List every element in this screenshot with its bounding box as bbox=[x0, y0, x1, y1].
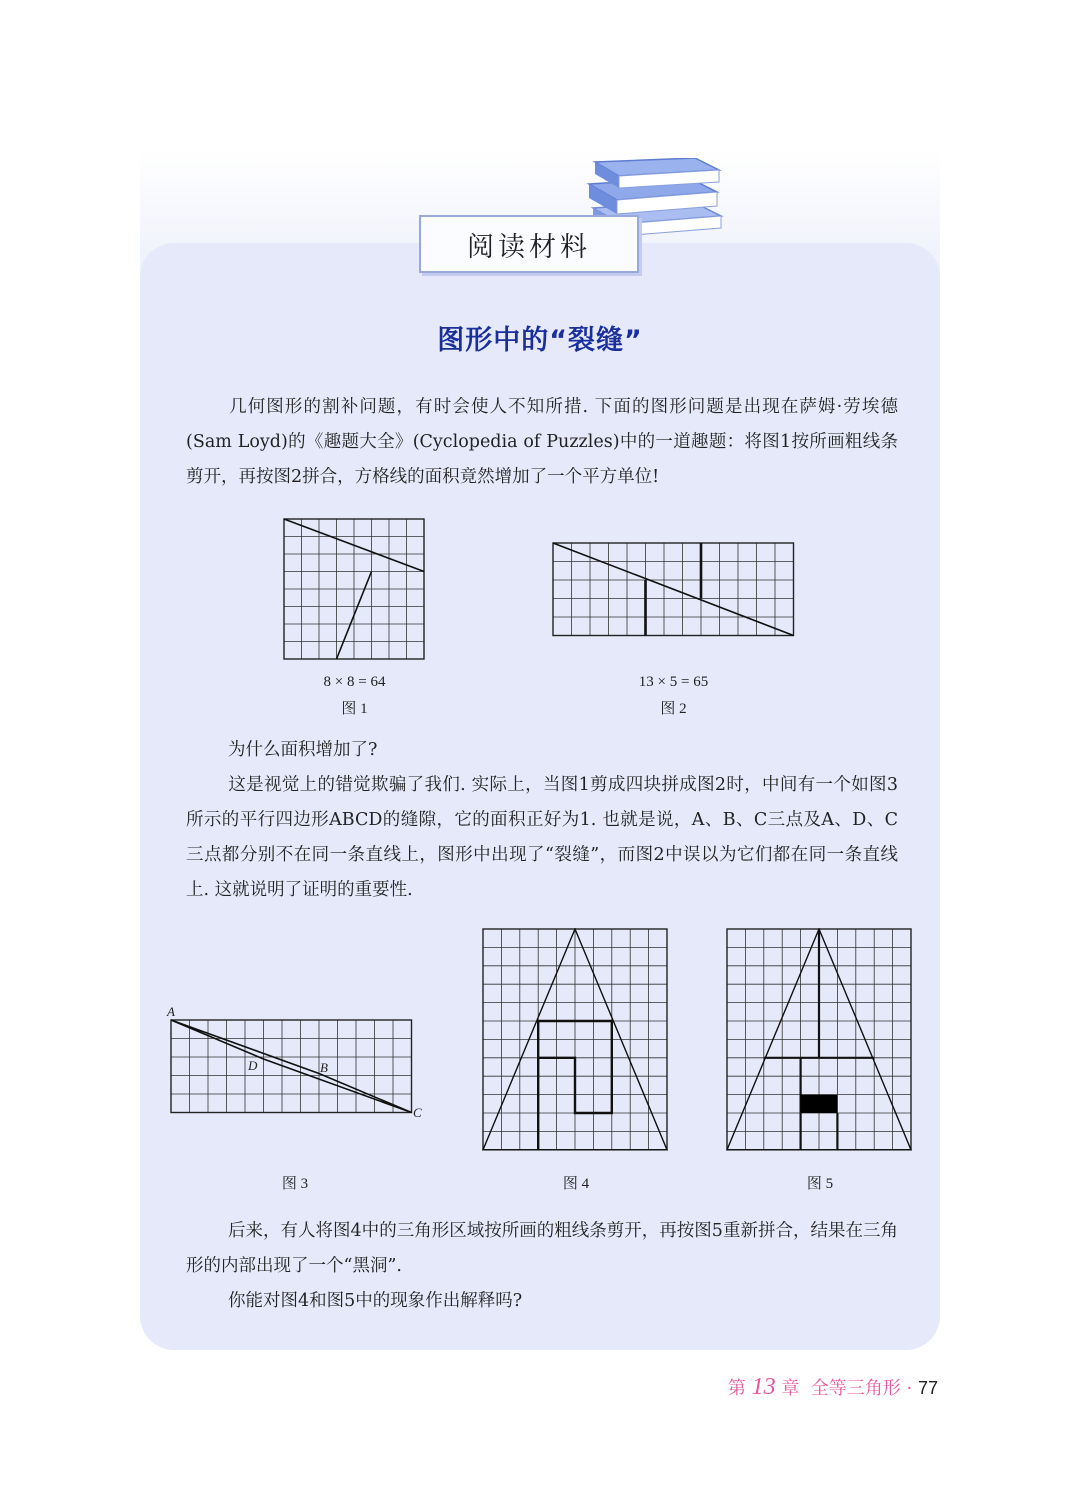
figure-4 bbox=[482, 928, 669, 1152]
figure-1 bbox=[283, 518, 426, 661]
article-title: 图形中的“裂缝” bbox=[437, 325, 643, 356]
rearranged-diagonal bbox=[553, 543, 794, 636]
footer-separator: · bbox=[906, 1378, 913, 1399]
point-c-label: C bbox=[413, 1105, 422, 1120]
chapter-title: 全等三角形 bbox=[810, 1378, 901, 1399]
point-a-label: A bbox=[167, 1004, 175, 1019]
figure-1-equation: 8 × 8 = 64 bbox=[323, 674, 386, 690]
reading-material-label: 阅读材料 bbox=[419, 215, 639, 273]
page-footer bbox=[0, 1374, 938, 1401]
figure-1-caption: 图 1 bbox=[341, 701, 368, 717]
paragraph-later-text: 后来，有人将图4中的三角形区域按所画的粗线条剪开，再按图5重新拼合，结果在三角形的内部出现了一个“黑洞”. bbox=[186, 1221, 898, 1276]
paragraph-question bbox=[186, 733, 898, 768]
grid bbox=[284, 519, 424, 659]
black-hole bbox=[801, 1095, 838, 1113]
figure-3 bbox=[162, 1000, 432, 1125]
paragraph-intro bbox=[186, 390, 898, 495]
figure-3-caption: 图 3 bbox=[281, 1176, 309, 1192]
paragraph-question-text: 为什么面积增加了? bbox=[228, 740, 378, 760]
figure-2-equation: 13 × 5 = 65 bbox=[638, 674, 709, 690]
paragraph-later bbox=[186, 1214, 898, 1284]
figure-2-caption: 图 2 bbox=[660, 701, 687, 717]
page-number: 77 bbox=[917, 1378, 938, 1398]
point-b-label: B bbox=[320, 1060, 328, 1075]
grid bbox=[483, 929, 667, 1150]
paragraph-explanation-text: 这是视觉上的错觉欺骗了我们. 实际上，当图1剪成四块拼成图2时，中间有一个如图3所示的平行四边形ABCD的缝隙，它的面积正好为1. 也就是说，A、B、C三点及A、D、C三点都分别不在同一条直线上，图形中出现了“裂缝”，而图2中误以为它们都在同一条直线上. 这就说明了证明的重要性. bbox=[186, 775, 898, 900]
paragraph-final-question bbox=[186, 1284, 898, 1319]
paragraph-intro-text: 几何图形的割补问题，有时会使人不知所措. 下面的图形问题是出现在萨姆·劳埃德(Sam Loyd)的《趣题大全》(Cyclopedia of Puzzles)中的一道趣题：将图1按所画粗线条剪开，再按图2拼合，方格线的面积竟然增加了一个平方单位! bbox=[186, 397, 898, 487]
figure-2 bbox=[552, 542, 795, 637]
figure-5-caption: 图 5 bbox=[806, 1176, 834, 1192]
chapter-suffix: 章 bbox=[781, 1378, 800, 1399]
paragraph-explanation bbox=[186, 768, 898, 908]
figure-4-caption: 图 4 bbox=[562, 1176, 590, 1192]
paragraph-final-question-text: 你能对图4和图5中的现象作出解释吗? bbox=[228, 1291, 523, 1311]
chapter-number: 13 bbox=[751, 1374, 776, 1400]
figure-5 bbox=[726, 928, 913, 1152]
chapter-prefix: 第 bbox=[727, 1378, 746, 1399]
point-d-label: D bbox=[248, 1058, 258, 1073]
parallelogram-abcd bbox=[171, 1020, 412, 1113]
